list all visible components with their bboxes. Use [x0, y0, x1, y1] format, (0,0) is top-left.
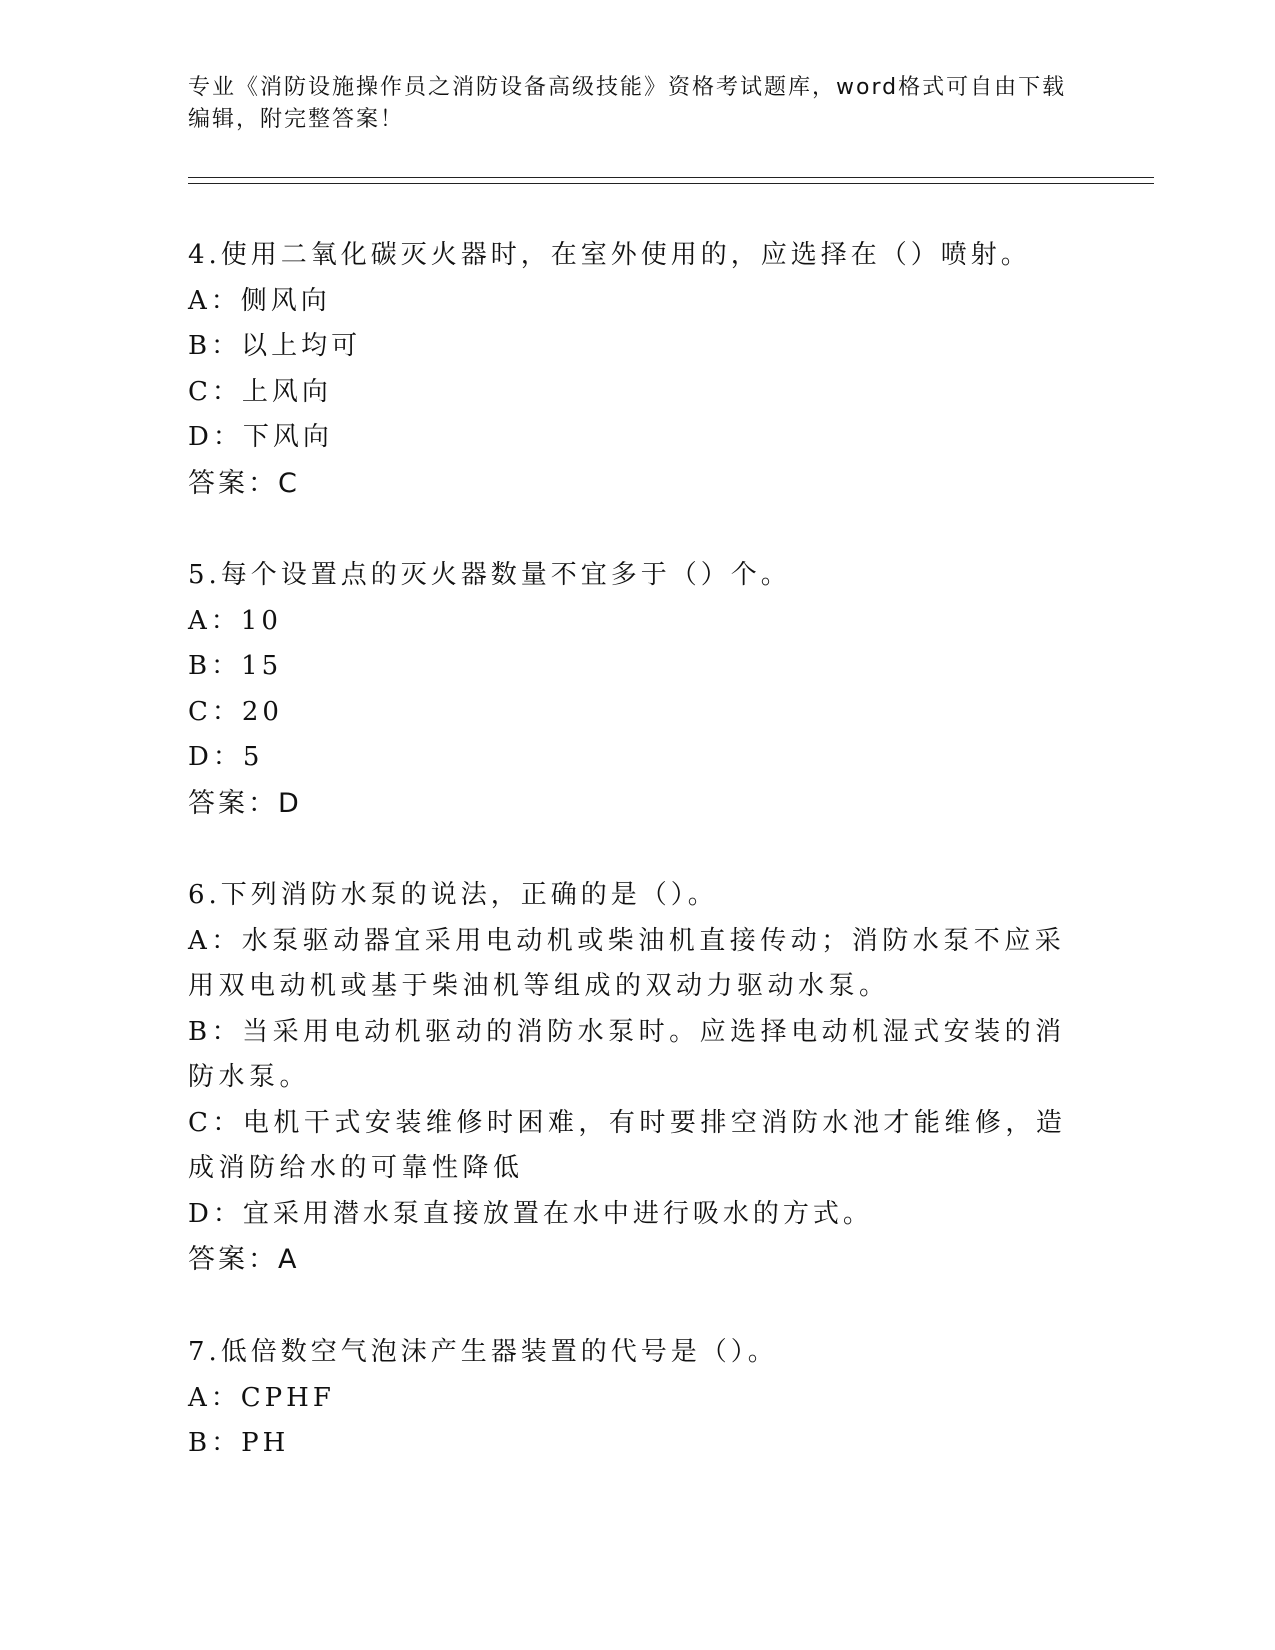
question-stem: 4.使用二氧化碳灭火器时，在室外使用的，应选择在（）喷射。: [188, 240, 1031, 270]
header-divider-bottom: [188, 183, 1154, 184]
option-a: A：10: [188, 605, 282, 636]
question-stem: 7.低倍数空气泡沫产生器装置的代号是（）。: [188, 1337, 778, 1367]
answer: 答案：D: [188, 787, 302, 819]
option-b: B：当采用电动机驱动的消防水泵时。应选择电动机湿式安装的消防水泵。: [188, 1016, 1066, 1092]
option-b: B：以上均可: [188, 331, 362, 361]
option-a: A：水泵驱动器宜采用电动机或柴油机直接传动；消防水泵不应采用双电动机或基于柴油机等组成的双动力驱动水泵。: [188, 925, 1066, 1001]
option-d: D：宜采用潜水泵直接放置在水中进行吸水的方式。: [188, 1198, 873, 1229]
option-a: A：CPHF: [188, 1382, 335, 1413]
question-4: [188, 233, 1078, 506]
question-6: [188, 873, 1078, 1283]
option-c: C：20: [188, 696, 283, 727]
header-divider-top: [188, 177, 1154, 178]
answer: 答案：C: [188, 467, 300, 499]
option-c: C：上风向: [188, 376, 332, 407]
option-d: D：5: [188, 742, 264, 772]
document-header: 专业《消防设施操作员之消防设备高级技能》资格考试题库，word格式可自由下载编辑，附完整答案！: [188, 75, 1067, 132]
question-7: [188, 1330, 1078, 1467]
question-stem: 5.每个设置点的灭火器数量不宜多于（）个。: [188, 560, 791, 590]
option-b: B：PH: [188, 1428, 290, 1458]
question-stem: 6.下列消防水泵的说法，正确的是（）。: [188, 880, 718, 910]
option-c: C：电机干式安装维修时困难，有时要排空消防水池才能维修，造成消防给水的可靠性降低: [188, 1107, 1067, 1183]
question-5: [188, 553, 1078, 826]
option-d: D：下风向: [188, 422, 333, 452]
answer: 答案：A: [188, 1244, 300, 1275]
option-b: B：15: [188, 651, 283, 681]
option-a: A：侧风向: [188, 285, 331, 316]
